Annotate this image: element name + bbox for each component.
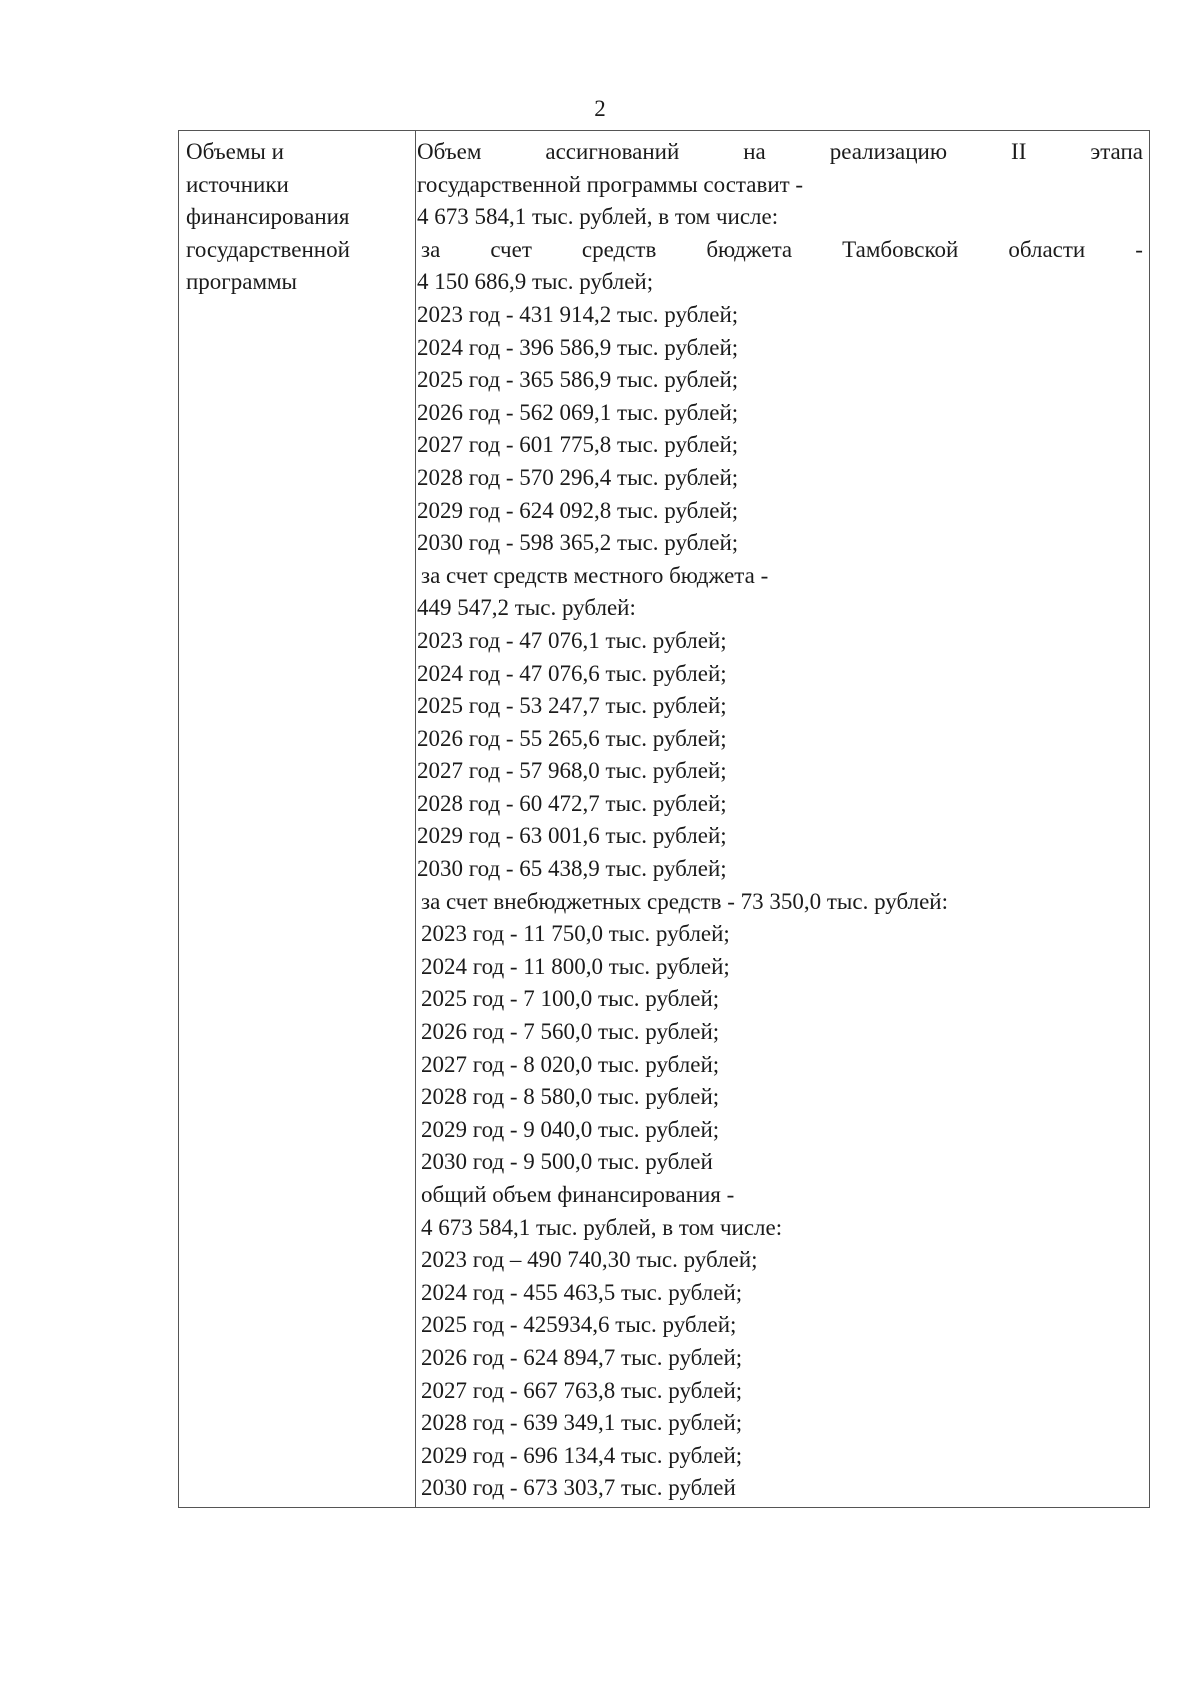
total-year-line: 2023 год – 490 740,30 тыс. рублей; [421,1247,758,1273]
extra-year-line: 2026 год - 7 560,0 тыс. рублей; [421,1019,720,1045]
row-label-line: финансирования [186,204,350,230]
intro-word: II [1011,139,1027,164]
extra-year-line: 2023 год - 11 750,0 тыс. рублей; [421,921,730,947]
total-financing-sum: 4 673 584,1 тыс. рублей, в том числе: [421,1214,783,1240]
local-year-line: 2023 год - 47 076,1 тыс. рублей; [417,627,727,653]
regional-year-line: 2023 год - 431 914,2 тыс. рублей; [417,301,739,327]
regional-budget-heading [417,234,1143,267]
extra-year-line: 2027 год - 8 020,0 тыс. рублей; [421,1051,720,1077]
regional-budget-total: 4 150 686,9 тыс. рублей; [417,269,654,295]
intro-line [417,136,1143,169]
intro-word: ассигнований [545,139,680,164]
page-number: 2 [594,96,606,121]
local-year-line: 2028 год - 60 472,7 тыс. рублей; [417,790,727,816]
total-year-line: 2024 год - 455 463,5 тыс. рублей; [421,1279,743,1305]
local-year-line: 2027 год - 57 968,0 тыс. рублей; [417,758,727,784]
extra-year-line: 2025 год - 7 100,0 тыс. рублей; [421,986,720,1012]
regional-word: средств [581,236,657,262]
total-year-line: 2028 год - 639 349,1 тыс. рублей; [421,1410,743,1436]
regional-year-line: 2024 год - 396 586,9 тыс. рублей; [417,334,739,360]
intro-word: Объем [417,139,482,164]
regional-year-line: 2028 год - 570 296,4 тыс. рублей; [417,464,739,490]
regional-word: бюджета [706,236,793,262]
local-year-line: 2025 год - 53 247,7 тыс. рублей; [417,693,727,719]
total-year-line: 2026 год - 624 894,7 тыс. рублей; [421,1344,743,1370]
extra-budget-heading: за счет внебюджетных средств - 73 350,0 тыс. рублей: [421,888,948,914]
intro-word: на [743,139,766,164]
intro-word: этапа [1090,139,1143,164]
local-budget-total: 449 547,2 тыс. рублей: [417,595,636,621]
extra-year-line: 2024 год - 11 800,0 тыс. рублей; [421,953,730,979]
total-year-line: 2027 год - 667 763,8 тыс. рублей; [421,1377,743,1403]
extra-year-line: 2030 год - 9 500,0 тыс. рублей [421,1149,713,1175]
regional-year-line: 2027 год - 601 775,8 тыс. рублей; [417,432,739,458]
regional-year-line: 2025 год - 365 586,9 тыс. рублей; [417,367,739,393]
extra-year-line: 2028 год - 8 580,0 тыс. рублей; [421,1084,720,1110]
intro-word: реализацию [829,139,948,164]
intro-line: государственной программы составит - [417,171,804,197]
financing-details-cell [417,136,1143,1505]
regional-year-line: 2030 год - 598 365,2 тыс. рублей; [417,530,739,556]
local-year-line: 2026 год - 55 265,6 тыс. рублей; [417,725,727,751]
row-label-line: Объемы и [186,139,284,164]
regional-word: счет [490,236,532,262]
row-label-line: программы [186,269,298,295]
column-divider [415,130,416,1508]
regional-word: Тамбовской [842,236,959,262]
local-year-line: 2030 год - 65 438,9 тыс. рублей; [417,856,727,882]
row-label-line: источники [186,171,289,197]
total-financing-heading: общий объем финансирования - [421,1182,735,1207]
row-label-line: государственной [186,236,350,262]
extra-year-line: 2029 год - 9 040,0 тыс. рублей; [421,1116,720,1142]
local-year-line: 2024 год - 47 076,6 тыс. рублей; [417,660,727,686]
total-year-line: 2029 год - 696 134,4 тыс. рублей; [421,1442,743,1468]
local-year-line: 2029 год - 63 001,6 тыс. рублей; [417,823,727,849]
total-year-line: 2025 год - 425934,6 тыс. рублей; [421,1312,737,1338]
total-year-line: 2030 год - 673 303,7 тыс. рублей [421,1475,736,1501]
regional-word: за [421,236,441,262]
regional-word: области [1008,236,1086,262]
regional-year-line: 2026 год - 562 069,1 тыс. рублей; [417,399,739,425]
local-budget-heading: за счет средств местного бюджета - [421,562,769,588]
row-label-cell [186,136,406,299]
regional-word: - [1135,236,1143,262]
regional-year-line: 2029 год - 624 092,8 тыс. рублей; [417,497,739,523]
intro-total: 4 673 584,1 тыс. рублей, в том числе: [417,204,779,230]
